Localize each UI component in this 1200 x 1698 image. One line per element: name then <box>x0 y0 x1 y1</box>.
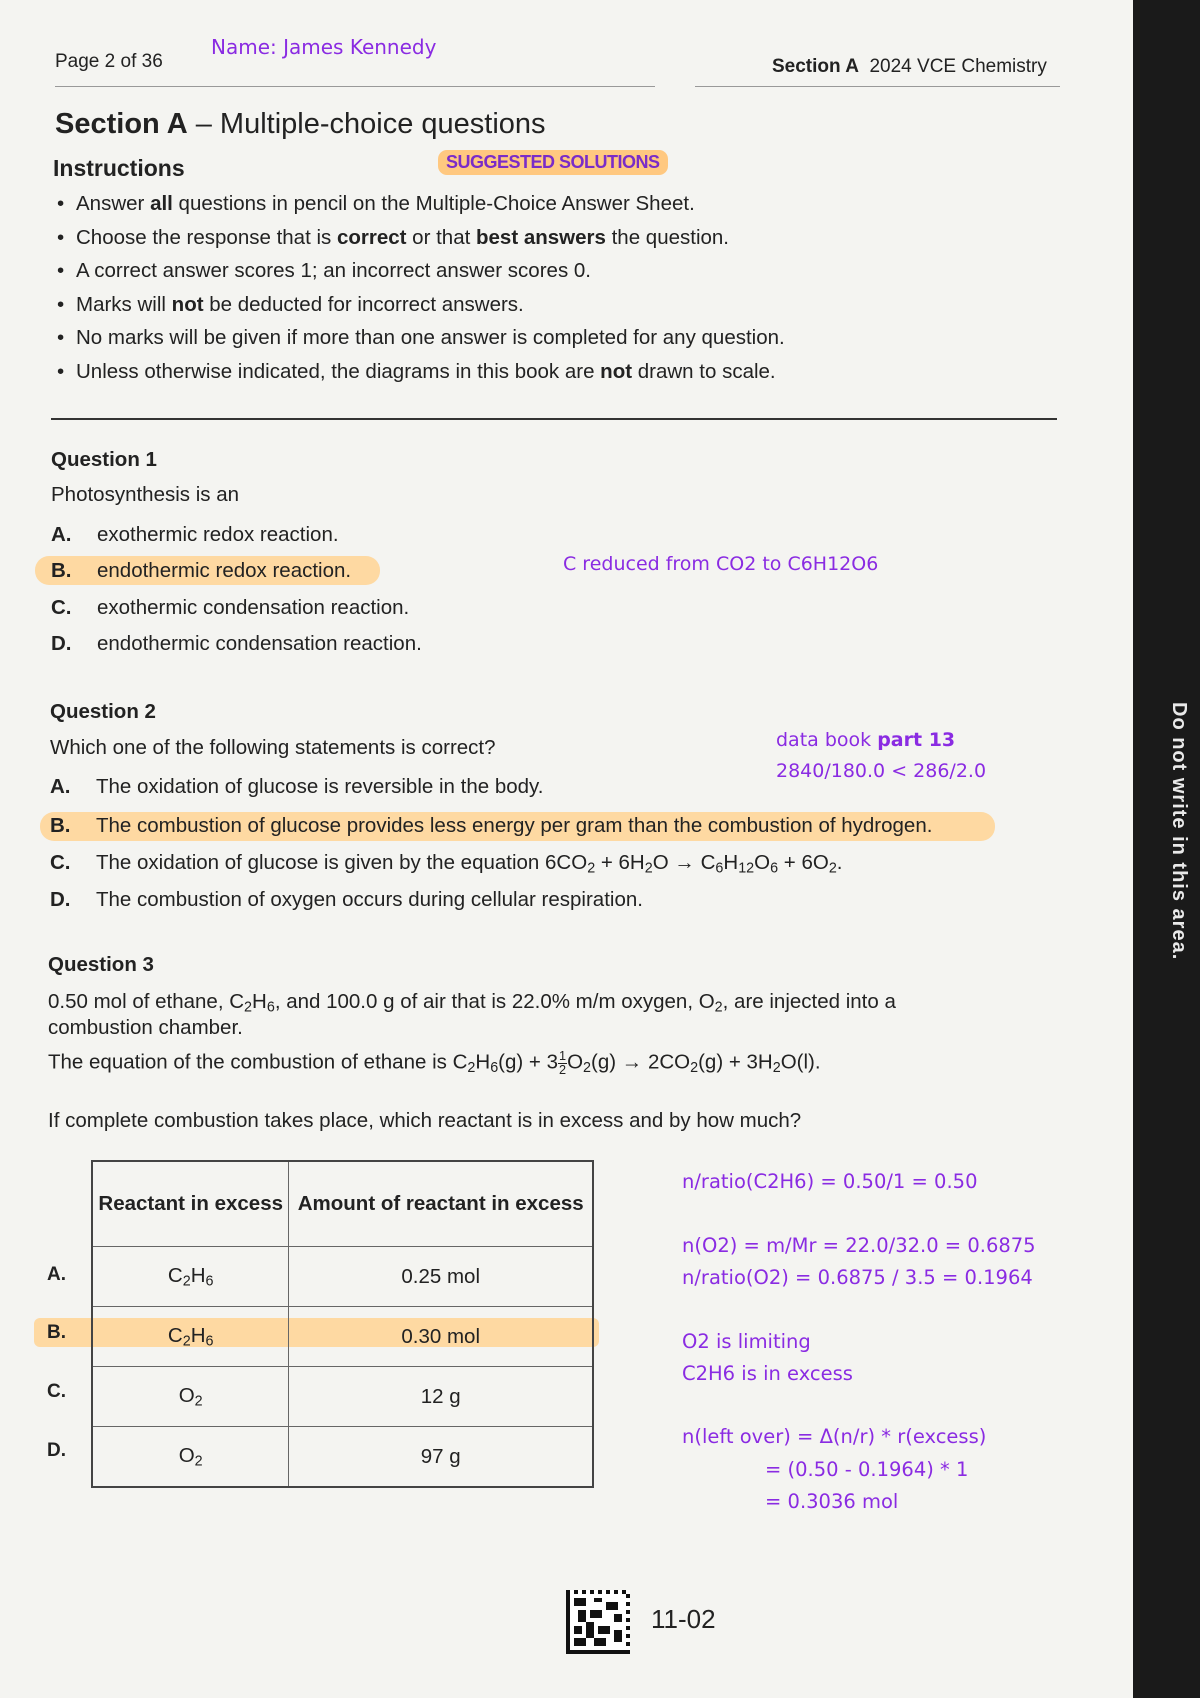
q3-working-line: = 0.3036 mol <box>765 1490 899 1513</box>
q3-working-line: n/ratio(C2H6) = 0.50/1 = 0.50 <box>682 1170 978 1193</box>
q1-option-a[interactable]: A. exothermic redox reaction. <box>51 523 339 546</box>
instruction-item: • Unless otherwise indicated, the diagrams in this book are not drawn to scale. <box>55 360 785 394</box>
q3-stem: 0.50 mol of ethane, $C_2H_6$, and 100.0 g of air that is 22.0% m/m oxygen, $O_2$, are injected into a <box>48 990 896 1016</box>
q2-stem: Which one of the following statements is correct? <box>50 736 496 759</box>
instructions-heading: Instructions <box>53 155 185 181</box>
q3-option-b-letter[interactable]: B. <box>47 1322 66 1343</box>
q3-option-d-letter[interactable]: D. <box>47 1440 66 1461</box>
q2-option-d[interactable]: D. The combustion of oxygen occurs during cellular respiration. <box>50 888 643 911</box>
amount-cell: 0.30 mol <box>289 1307 593 1367</box>
page-code: 11-02 <box>651 1604 716 1634</box>
do-not-write-notice: Do not write in this area. <box>1168 702 1190 961</box>
table-row[interactable] <box>92 1367 593 1427</box>
q2-option-c[interactable]: C. The oxidation of glucose is given by the equation $6CO_2 + 6H_2O \to C_6H_{12}O_6 + 6O_2$. <box>50 851 843 877</box>
q2-option-a[interactable]: A. The oxidation of glucose is reversible in the body. <box>50 775 544 798</box>
instruction-item: • Marks will not be deducted for incorrect answers. <box>55 293 785 327</box>
q3-working-line: n(O2) = m/Mr = 22.0/32.0 = 0.6875 <box>682 1234 1036 1257</box>
q2-option-b[interactable]: B. The combustion of glucose provides less energy per gram than the combustion of hydrogen. <box>50 814 933 837</box>
q2-annotation-line2: 2840/180.0 < 286/2.0 <box>776 760 987 782</box>
instruction-item: • Choose the response that is correct or that best answers the question. <box>55 226 785 260</box>
amount-cell: 12 g <box>289 1367 593 1427</box>
student-name: Name: James Kennedy <box>211 35 437 59</box>
q2-heading: Question 2 <box>50 700 156 723</box>
instructions-list <box>55 192 785 393</box>
q3-working-line: C2H6 is in excess <box>682 1362 853 1385</box>
instruction-item: • A correct answer scores 1; an incorrect answer scores 0. <box>55 259 785 293</box>
amount-cell: 0.25 mol <box>289 1247 593 1307</box>
q1-option-c[interactable]: C. exothermic condensation reaction. <box>51 596 410 619</box>
header-rule-right <box>695 86 1060 87</box>
q1-heading: Question 1 <box>51 448 157 471</box>
q1-annotation: C reduced from CO2 to C6H12O6 <box>563 553 879 575</box>
amount-cell: 97 g <box>289 1427 593 1488</box>
q3-stem-line2: combustion chamber. <box>48 1016 243 1039</box>
instruction-item: • No marks will be given if more than one answer is completed for any question. <box>55 326 785 360</box>
q3-working-line: O2 is limiting <box>682 1330 811 1353</box>
table-row[interactable] <box>92 1427 593 1488</box>
q3-heading: Question 3 <box>48 953 154 976</box>
table-row[interactable] <box>92 1247 593 1307</box>
q3-working-line: n(left over) = Δ(n/r) * r(excess) <box>682 1425 987 1448</box>
header-rule-left <box>55 86 655 87</box>
datamatrix-barcode-icon <box>566 1590 630 1654</box>
q3-answer-table <box>91 1160 594 1488</box>
page-number: Page 2 of 36 <box>55 51 163 72</box>
q1-stem: Photosynthesis is an <box>51 483 240 506</box>
q1-option-b[interactable]: B. endothermic redox reaction. <box>51 559 352 582</box>
q3-option-a-letter[interactable]: A. <box>47 1264 66 1285</box>
section-label: Section A 2024 VCE Chemistry <box>772 56 1047 77</box>
q1-option-d[interactable]: D. endothermic condensation reaction. <box>51 632 422 655</box>
reactant-cell: $C_2H_6$ <box>92 1247 289 1307</box>
q3-option-c-letter[interactable]: C. <box>47 1381 66 1402</box>
table-row[interactable] <box>92 1307 593 1367</box>
q2-annotation-line1: data book part 13 <box>776 729 956 751</box>
suggested-solutions-stamp: SUGGESTED SOLUTIONS <box>438 150 668 175</box>
reactant-cell: $C_2H_6$ <box>92 1307 289 1367</box>
reactant-cell: $O_2$ <box>92 1427 289 1488</box>
reactant-cell: $O_2$ <box>92 1367 289 1427</box>
instruction-item: • Answer all questions in pencil on the Multiple-Choice Answer Sheet. <box>55 192 785 226</box>
q3-working-line: n/ratio(O2) = 0.6875 / 3.5 = 0.1964 <box>682 1266 1033 1289</box>
divider <box>51 418 1057 420</box>
q3-working-line: = (0.50 - 0.1964) * 1 <box>765 1458 969 1481</box>
q3-question: If complete combustion takes place, which reactant is in excess and by how much? <box>48 1109 802 1132</box>
page-title: Section A – Multiple-choice questions <box>55 108 546 140</box>
table-header-amount: Amount of reactant in excess <box>289 1161 593 1247</box>
q3-equation: The equation of the combustion of ethane is $C_2H_6(g) + 3$ $\frac{1}{2}$ $O_2(g) \to 2CO_2(g) + 3H_2O(l)$. <box>48 1048 821 1077</box>
table-header-reactant: Reactant in excess <box>92 1161 289 1247</box>
